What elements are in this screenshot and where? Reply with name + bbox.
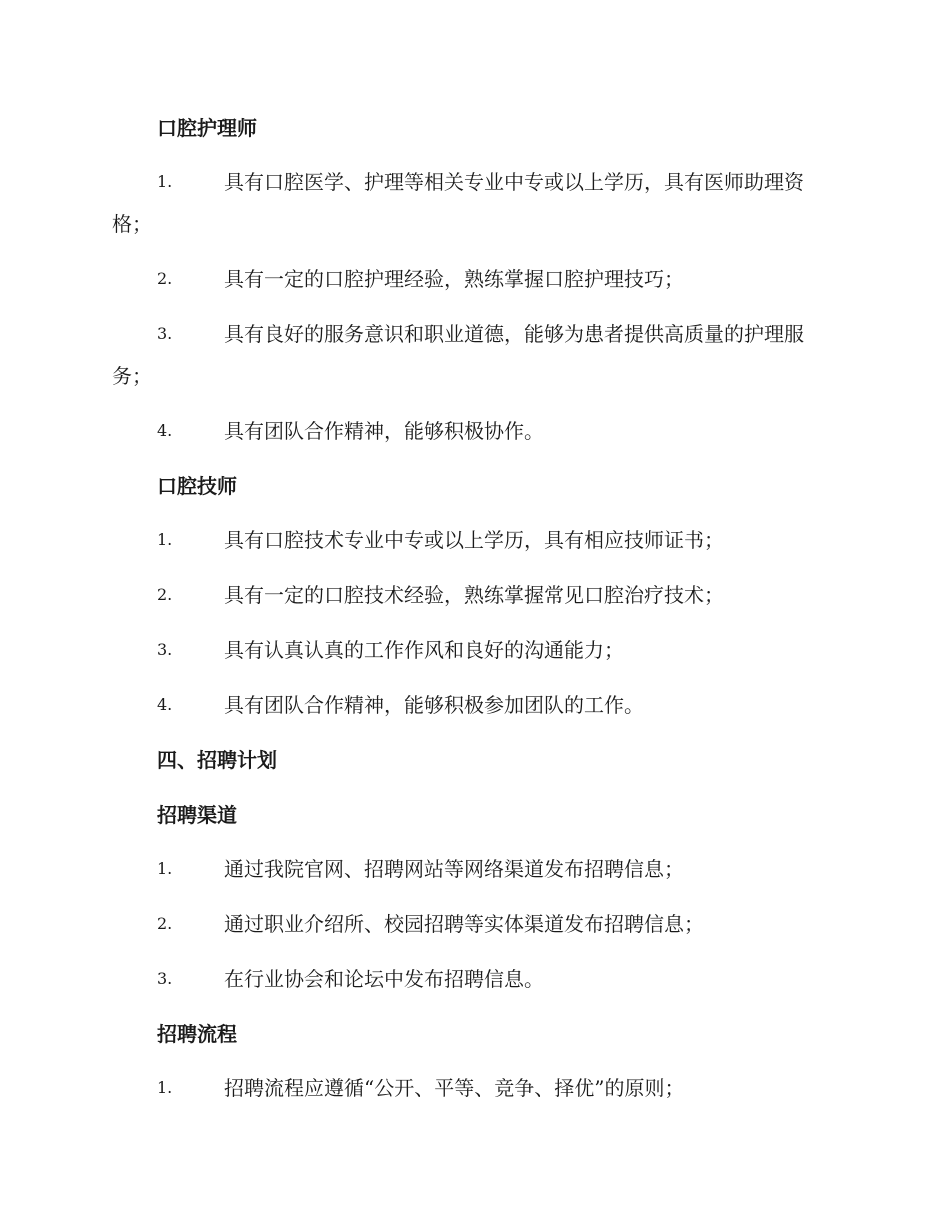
list-item-number: 4.	[157, 421, 173, 440]
list-item	[112, 519, 838, 561]
list-item-number: 2.	[157, 585, 173, 604]
list-item	[112, 958, 838, 1000]
section-heading-recruitment-plan: 四、招聘计划	[157, 748, 277, 772]
list-item	[112, 410, 838, 452]
list-item	[112, 684, 838, 726]
list-item-text: 具有一定的口腔护理经验，熟练掌握口腔护理技巧；	[224, 267, 684, 291]
list-item-text: 招聘流程应遵循“公开、平等、竞争、择优”的原则；	[224, 1076, 685, 1100]
list-item	[112, 629, 838, 671]
list-item	[112, 903, 838, 945]
list-item-text: 具有口腔技术专业中专或以上学历，具有相应技师证书；	[224, 528, 724, 552]
list-item	[112, 1067, 838, 1109]
list-item	[112, 313, 838, 397]
list-item	[112, 161, 838, 245]
list-item-number: 3.	[157, 969, 173, 988]
list-item-text: 具有一定的口腔技术经验，熟练掌握常见口腔治疗技术；	[224, 583, 724, 607]
section-heading-dental-technician: 口腔技师	[157, 474, 237, 498]
list-item-number: 4.	[157, 695, 173, 714]
list-item-number: 2.	[157, 269, 173, 288]
list-item-text: 具有团队合作精神，能够积极参加团队的工作。	[224, 693, 644, 717]
list-item-number: 1.	[157, 172, 173, 191]
list-item	[112, 574, 838, 616]
list-item-number: 1.	[157, 530, 173, 549]
list-item-text: 具有良好的服务意识和职业道德，能够为患者提供高质量的护理服务；	[112, 322, 804, 388]
list-item	[112, 848, 838, 890]
list-item-number: 3.	[157, 640, 173, 659]
section-heading-recruitment-channels: 招聘渠道	[157, 803, 237, 827]
list-item-number: 1.	[157, 859, 173, 878]
list-item-text: 具有认真认真的工作作风和良好的沟通能力；	[224, 638, 624, 662]
list-item-number: 3.	[157, 324, 173, 343]
list-item-text: 具有口腔医学、护理等相关专业中专或以上学历，具有医师助理资格；	[112, 170, 804, 236]
list-item-text: 具有团队合作精神，能够积极协作。	[224, 419, 544, 443]
section-heading-recruitment-process: 招聘流程	[157, 1022, 237, 1046]
list-item-number: 2.	[157, 914, 173, 933]
list-item-text: 在行业协会和论坛中发布招聘信息。	[224, 967, 544, 991]
section-heading-dental-nurse: 口腔护理师	[157, 116, 257, 140]
list-item-text: 通过我院官网、招聘网站等网络渠道发布招聘信息；	[224, 857, 684, 881]
list-item-text: 通过职业介绍所、校园招聘等实体渠道发布招聘信息；	[224, 912, 704, 936]
list-item-number: 1.	[157, 1078, 173, 1097]
list-item	[112, 258, 838, 300]
